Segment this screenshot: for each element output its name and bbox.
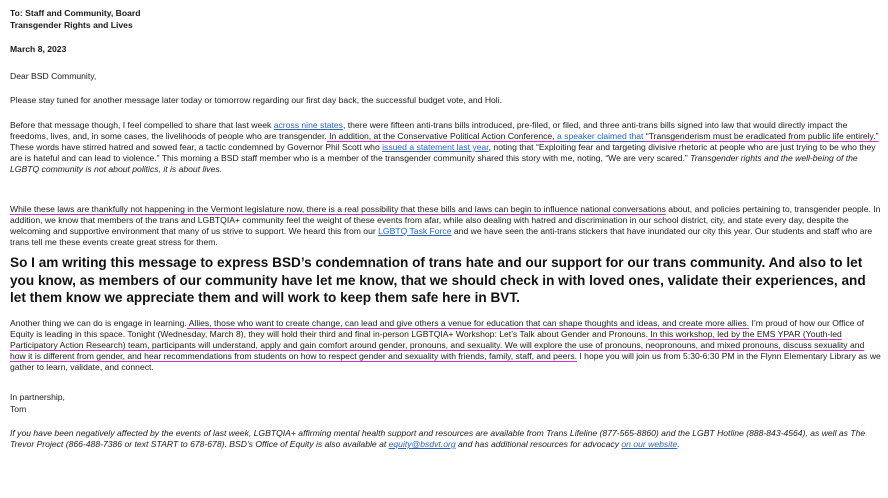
highlight-allies: Allies, those who want to create change, can lead and give others a venue for education that can shape thoughts and ideas, and create more allies. [186,318,750,328]
paragraph-intro: Please stay tuned for another message later today or tomorrow regarding our first day back, the successful budget vote, and Holi. [10,95,503,105]
link-issued-statement[interactable]: issued a statement last year [382,142,489,152]
link-speaker-claimed[interactable]: a speaker claimed that [556,131,644,141]
statement-condemnation: So I am writing this message to express BSD’s condemnation of trans hate and our support for our trans community. And also to let you know, as members of our community have let me know, that we should check in with loved ones, validate their experiences, and let them know we appreciate them and will work to keep them safe here in BVT. [10,255,866,305]
recipient-line: To: Staff and Community, Board [10,8,141,18]
link-across-nine-states[interactable]: across nine states [273,120,343,130]
link-equity-email[interactable]: equity@bsdvt.org [388,439,456,449]
link-lgbtq-task-force[interactable]: LGBTQ Task Force [378,226,452,236]
signature: Tom [10,404,27,414]
closing-line: In partnership, [10,392,65,402]
paragraph-learning: Another thing we can do is engage in learning. Allies, those who want to create change, can lead and give others a venue for education that can shape thoughts and ideas, and create more allies. I’m proud of how our Office of Equity is leading in this space. Tonight (Wednesday, March 8), they will hold their third and final in-person LGBTQIA+ Workshop: Let’s Talk about Gender and Pronouns. In this workshop, led by the EMS YPAR (Youth-led Participatory Action Research) team, participants will understand, apply and gain comfort around gender, pronouns, and sexuality. We will explore the use of pronouns, neopronouns, and mixed pronouns, discuss sexuality and how it is different from gender, and hear recommendations from students on how to respect gender and sexuality with friends, family, staff, and peers. I hope you will join us from 5:30-6:30 PM in the Flynn Elementary Library as we gather to learn, validate, and connect. [10,318,881,372]
paragraph-anti-trans-bills: Before that message though, I feel compelled to share that last week across nine states, there were fifteen anti-trans bills introduced, pre-filed, or filed, and three anti-trans bills signed into law that would directly impact the freedoms, lives, and, in some cases, the livelihoods of people who are transgender. In addition, at the Conservative Political Action Conference, a speaker claimed that “Transgenderism must be eradicated from public life entirely.” These words have stirred hatred and sowed fear, a tactic condemned by Governor Phil Scott who issued a statement last year, noting that “Exploiting fear and targeting divisive rhetoric at people who are just trying to be who they are is hateful and can lead to violence.” This morning a BSD staff member who is a member of the transgender community shared this story with me, noting, “We are very scared.” Transgender rights and the well-being of the LGBTQ community is not about politics, it is about lives. [10,120,879,174]
highlight-cpac: In addition, at the Conservative Political Action Conference, a speaker claimed that “Transgenderism must be eradicated from public life entirely.” [326,131,879,141]
link-our-website[interactable]: on our website [621,439,678,449]
greeting: Dear BSD Community, [10,71,97,81]
highlight-workshop: In this workshop, led by the EMS YPAR (Youth-led Participatory Action Research) team, participants will understand, apply and gain comfort around gender, pronouns, and sexuality. We will explore the use of pronouns, neopronouns, and mixed pronouns, discuss sexuality and how it is different from gender, and hear recommendations from students on how to respect gender and sexuality with friends, family, staff, and peers. [10,329,865,361]
highlight-vermont: While these laws are thankfully not happening in the Vermont legislature now, there is a real possibility that these bills and laws can begin to influence national conversations [10,204,666,214]
subject-line: Transgender Rights and Lives [10,20,133,30]
footer-resources: If you have been negatively affected by the events of last week, LGBTQIA+ affirming mental health support and resources are available from Trans Lifeline (877-565-8860) and the LGBT Hotline (888-843-4564), as well as The Trevor Project (866-488-7386 or text START to 678-678). BSD’s Office of Equity is also available at equity@bsdvt.org and has additional resources for advocacy on our website. [10,428,866,449]
date-line: March 8, 2023 [10,44,67,54]
paragraph-vermont: While these laws are thankfully not happening in the Vermont legislature now, there is a real possibility that these bills and laws can begin to influence national conversations about, and policies pertaining to, transgender people. In addition, we know that members of the trans and LGBTQIA+ community feel the weight of these events from afar, while also dealing with hatred and discrimination in our school district, city, and state every day, despite the welcoming and supportive environment that many of us strive to support. We heard this from our LGBTQ Task Force and we have seen the anti-trans stickers that have inundated our city this year. Our students and staff who are trans tell me these events create great stress for them. [10,204,881,247]
